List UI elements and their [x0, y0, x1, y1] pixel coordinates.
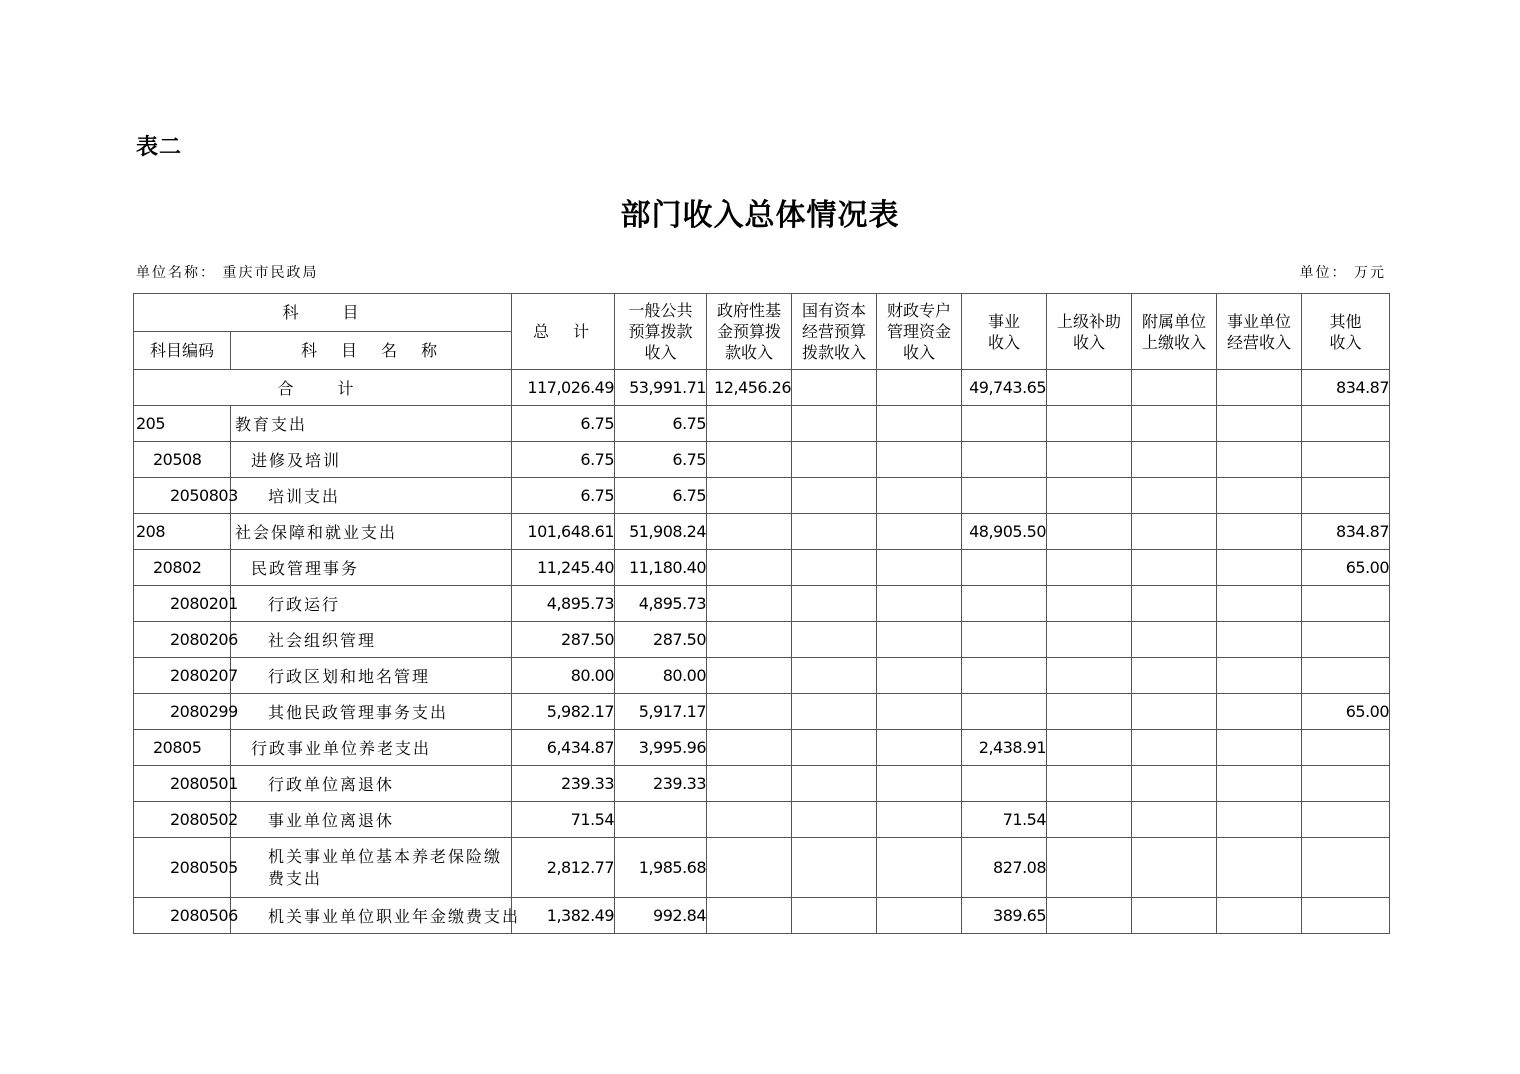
table-cell: 11,245.40: [512, 550, 615, 586]
table-cell: 53,991.71: [615, 370, 707, 406]
table-cell: [1217, 694, 1302, 730]
table-cell: [792, 406, 877, 442]
header-line: 财政专户: [887, 301, 952, 320]
table-cell: [707, 658, 792, 694]
table-cell: [1217, 586, 1302, 622]
header-line: 拨款收入: [802, 343, 867, 362]
table-cell: [707, 766, 792, 802]
table-row: [134, 766, 1390, 802]
subject-name-cell: 社会组织管理: [231, 622, 512, 658]
table-row: [134, 838, 1390, 898]
header-line: 上级补助: [1057, 311, 1122, 331]
table-cell: [877, 658, 962, 694]
subject-code-cell: 2050803: [134, 478, 231, 514]
table-cell: [1302, 730, 1390, 766]
table-row: [134, 694, 1390, 730]
table-row: [134, 406, 1390, 442]
table-row: [134, 802, 1390, 838]
table-cell: 1,382.49: [512, 898, 615, 934]
table-cell: [962, 442, 1047, 478]
header-line: 事业: [988, 311, 1021, 331]
header-state-capital: [792, 294, 877, 370]
table-row: [134, 586, 1390, 622]
table-cell: [1217, 898, 1302, 934]
table-cell: [792, 514, 877, 550]
table-cell: [1302, 586, 1390, 622]
table-cell: [1217, 730, 1302, 766]
table-cell: [877, 550, 962, 586]
table-cell: [1132, 730, 1217, 766]
table-row: [134, 658, 1390, 694]
table-cell: [707, 838, 792, 898]
table-cell: [1302, 442, 1390, 478]
header-superior-subsidy: [1047, 294, 1132, 370]
table-cell: [962, 658, 1047, 694]
table-cell: [792, 898, 877, 934]
header-subject-name: 科 目 名 称: [231, 332, 512, 370]
header-fiscal-account: [877, 294, 962, 370]
subject-name-cell: 行政区划和地名管理: [231, 658, 512, 694]
table-cell: [877, 442, 962, 478]
table-cell: [1047, 406, 1132, 442]
header-line: 款收入: [725, 343, 774, 362]
table-cell: [1302, 802, 1390, 838]
header-business-operating: [1217, 294, 1302, 370]
header-gov-fund: [707, 294, 792, 370]
table-cell: [1047, 586, 1132, 622]
table-cell: [707, 406, 792, 442]
header-line: 经营收入: [1227, 332, 1292, 352]
table-cell: [792, 838, 877, 898]
table-cell: [707, 478, 792, 514]
table-cell: [1217, 550, 1302, 586]
subject-name-cell: 行政事业单位养老支出: [231, 730, 512, 766]
header-line: 收入: [903, 343, 936, 362]
table-cell: 1,985.68: [615, 838, 707, 898]
table-cell: 65.00: [1302, 694, 1390, 730]
table-cell: 2,812.77: [512, 838, 615, 898]
table-cell: 6.75: [512, 442, 615, 478]
table-cell: 80.00: [512, 658, 615, 694]
table-cell: [792, 802, 877, 838]
table-cell: [1132, 622, 1217, 658]
header-line: 收入: [988, 332, 1021, 352]
table-cell: [1132, 766, 1217, 802]
header-line: 事业单位: [1227, 311, 1292, 331]
table-cell: [1132, 898, 1217, 934]
table-cell: [1047, 442, 1132, 478]
header-line: 经营预算: [802, 322, 867, 341]
table-cell: [1302, 766, 1390, 802]
table-cell: [877, 586, 962, 622]
header-line: 一般公共: [628, 301, 693, 320]
table-cell: [1302, 478, 1390, 514]
table-cell: [707, 514, 792, 550]
subject-name-cell: 其他民政管理事务支出: [231, 694, 512, 730]
table-cell: 992.84: [615, 898, 707, 934]
total-row: [134, 370, 1390, 406]
table-cell: [707, 898, 792, 934]
table-cell: [707, 730, 792, 766]
table-cell: [877, 766, 962, 802]
subject-name-cell: 进修及培训: [231, 442, 512, 478]
table-cell: 834.87: [1302, 514, 1390, 550]
subject-code-cell: 2080505: [134, 838, 231, 898]
table-cell: [792, 766, 877, 802]
subject-name-cell: 行政运行: [231, 586, 512, 622]
table-cell: 834.87: [1302, 370, 1390, 406]
table-number: 表二: [136, 135, 183, 160]
header-line: 附属单位: [1142, 311, 1207, 331]
header-subject: 科 目: [134, 294, 512, 332]
table-cell: [877, 898, 962, 934]
subject-code-cell: 2080206: [134, 622, 231, 658]
table-cell: [1047, 622, 1132, 658]
table-row: [134, 730, 1390, 766]
table-cell: 239.33: [512, 766, 615, 802]
table-cell: [1217, 766, 1302, 802]
subject-name-cell: 机关事业单位职业年金缴费支出: [231, 898, 512, 934]
table-cell: [707, 442, 792, 478]
header-subject-code: 科目编码: [134, 332, 231, 370]
table-cell: [1217, 622, 1302, 658]
table-cell: [1047, 694, 1132, 730]
table-cell: [707, 622, 792, 658]
table-cell: [962, 406, 1047, 442]
table-cell: [792, 370, 877, 406]
subject-code-cell: 208: [134, 514, 231, 550]
table-cell: [792, 478, 877, 514]
table-cell: [1217, 478, 1302, 514]
subject-code-cell: 2080299: [134, 694, 231, 730]
table-cell: [1302, 658, 1390, 694]
header-line: 其他: [1329, 311, 1362, 331]
subject-name-cell: 培训支出: [231, 478, 512, 514]
subject-code-cell: 2080502: [134, 802, 231, 838]
header-line: 政府性基: [717, 301, 782, 320]
table-cell: [792, 730, 877, 766]
table-cell: [962, 766, 1047, 802]
subject-code-cell: 2080506: [134, 898, 231, 934]
table-cell: 71.54: [962, 802, 1047, 838]
table-cell: [1047, 478, 1132, 514]
table-cell: [1047, 370, 1132, 406]
table-cell: 80.00: [615, 658, 707, 694]
header-line: 上缴收入: [1142, 332, 1207, 352]
header-line: 国有资本: [802, 301, 867, 320]
table-cell: 6,434.87: [512, 730, 615, 766]
table-cell: [707, 550, 792, 586]
total-label: 合 计: [134, 370, 512, 406]
table-cell: [707, 694, 792, 730]
table-cell: [1217, 370, 1302, 406]
table-cell: 287.50: [615, 622, 707, 658]
header-total: 总 计: [512, 294, 615, 370]
subject-code-cell: 2080207: [134, 658, 231, 694]
header-line: 收入: [1073, 332, 1106, 352]
table-cell: [1217, 442, 1302, 478]
table-cell: [1217, 838, 1302, 898]
table-cell: [877, 730, 962, 766]
table-cell: 287.50: [512, 622, 615, 658]
table-cell: [1217, 802, 1302, 838]
table-cell: [792, 622, 877, 658]
table-cell: 6.75: [615, 478, 707, 514]
table-cell: [792, 658, 877, 694]
page-title: 部门收入总体情况表: [620, 198, 900, 233]
table-cell: [1302, 898, 1390, 934]
unit-name-label: 单位名称： 重庆市民政局: [136, 265, 319, 281]
table-cell: [1302, 838, 1390, 898]
table-cell: [1047, 730, 1132, 766]
table-cell: [615, 802, 707, 838]
table-cell: [877, 514, 962, 550]
header-line: 金预算拨: [717, 322, 782, 341]
table-cell: 239.33: [615, 766, 707, 802]
subject-name-cell: 教育支出: [231, 406, 512, 442]
table-cell: [1217, 406, 1302, 442]
table-cell: [962, 694, 1047, 730]
table-cell: [1047, 802, 1132, 838]
table-cell: 49,743.65: [962, 370, 1047, 406]
table-cell: 4,895.73: [615, 586, 707, 622]
table-cell: 101,648.61: [512, 514, 615, 550]
table-cell: [1132, 550, 1217, 586]
header-general-budget: [615, 294, 707, 370]
table-body: [134, 370, 1390, 934]
table-cell: [877, 838, 962, 898]
table-cell: [1047, 766, 1132, 802]
table-cell: [962, 586, 1047, 622]
table-cell: [792, 586, 877, 622]
header-affiliate-remit: [1132, 294, 1217, 370]
table-cell: [1047, 514, 1132, 550]
table-row: [134, 478, 1390, 514]
table-cell: 5,917.17: [615, 694, 707, 730]
table-cell: 48,905.50: [962, 514, 1047, 550]
table-cell: [1047, 550, 1132, 586]
table-cell: 827.08: [962, 838, 1047, 898]
subject-code-cell: 20508: [134, 442, 231, 478]
header-line: 收入: [644, 343, 677, 362]
table-cell: [962, 478, 1047, 514]
table-cell: 65.00: [1302, 550, 1390, 586]
table-cell: [1047, 658, 1132, 694]
table-cell: 6.75: [512, 406, 615, 442]
table-cell: [877, 478, 962, 514]
table-cell: [1132, 514, 1217, 550]
subject-code-cell: 205: [134, 406, 231, 442]
table-cell: [1132, 586, 1217, 622]
header-row: [134, 294, 1390, 332]
table-row: [134, 898, 1390, 934]
subject-name-cell: 社会保障和就业支出: [231, 514, 512, 550]
header-line: 管理资金: [887, 322, 952, 341]
header-business-income: [962, 294, 1047, 370]
table-cell: 6.75: [615, 406, 707, 442]
table-cell: [877, 694, 962, 730]
table-cell: [877, 622, 962, 658]
table-cell: 51,908.24: [615, 514, 707, 550]
header-line: 预算拨款: [628, 322, 693, 341]
header-line: 收入: [1329, 332, 1362, 352]
table-cell: [707, 802, 792, 838]
table-row: [134, 622, 1390, 658]
subject-code-cell: 2080501: [134, 766, 231, 802]
table-cell: [877, 370, 962, 406]
table-cell: [1302, 622, 1390, 658]
table-cell: [792, 694, 877, 730]
table-cell: [1132, 694, 1217, 730]
table-cell: [1132, 406, 1217, 442]
table-row: [134, 550, 1390, 586]
unit-label: 单位： 万元: [1299, 265, 1386, 281]
table-cell: 12,456.26: [707, 370, 792, 406]
table-cell: [1047, 898, 1132, 934]
table-cell: [877, 802, 962, 838]
table-cell: [1132, 838, 1217, 898]
table-cell: 4,895.73: [512, 586, 615, 622]
table-cell: [877, 406, 962, 442]
table-cell: [1132, 478, 1217, 514]
income-table: [133, 293, 1390, 934]
table-cell: 117,026.49: [512, 370, 615, 406]
subject-name-cell: 民政管理事务: [231, 550, 512, 586]
table-cell: [792, 442, 877, 478]
table-cell: [1132, 370, 1217, 406]
table-row: [134, 442, 1390, 478]
table-cell: [962, 622, 1047, 658]
table-cell: 389.65: [962, 898, 1047, 934]
header-other-income: [1302, 294, 1390, 370]
table-row: [134, 514, 1390, 550]
table-cell: 5,982.17: [512, 694, 615, 730]
table-cell: [1132, 658, 1217, 694]
table-cell: 2,438.91: [962, 730, 1047, 766]
table-cell: [1132, 442, 1217, 478]
subject-name-cell: 机关事业单位基本养老保险缴费支出: [231, 838, 512, 898]
table-cell: [707, 586, 792, 622]
subject-name-cell: 行政单位离退休: [231, 766, 512, 802]
table-cell: 6.75: [615, 442, 707, 478]
table-cell: [1302, 406, 1390, 442]
table-cell: [1217, 658, 1302, 694]
table-cell: 3,995.96: [615, 730, 707, 766]
table-cell: [962, 550, 1047, 586]
table-cell: [1047, 838, 1132, 898]
subject-name-cell: 事业单位离退休: [231, 802, 512, 838]
subject-code-cell: 20802: [134, 550, 231, 586]
table-cell: [1217, 514, 1302, 550]
subject-code-cell: 2080201: [134, 586, 231, 622]
table-cell: 6.75: [512, 478, 615, 514]
table-cell: [1132, 802, 1217, 838]
table-cell: 71.54: [512, 802, 615, 838]
table-cell: 11,180.40: [615, 550, 707, 586]
subject-code-cell: 20805: [134, 730, 231, 766]
table-cell: [792, 550, 877, 586]
